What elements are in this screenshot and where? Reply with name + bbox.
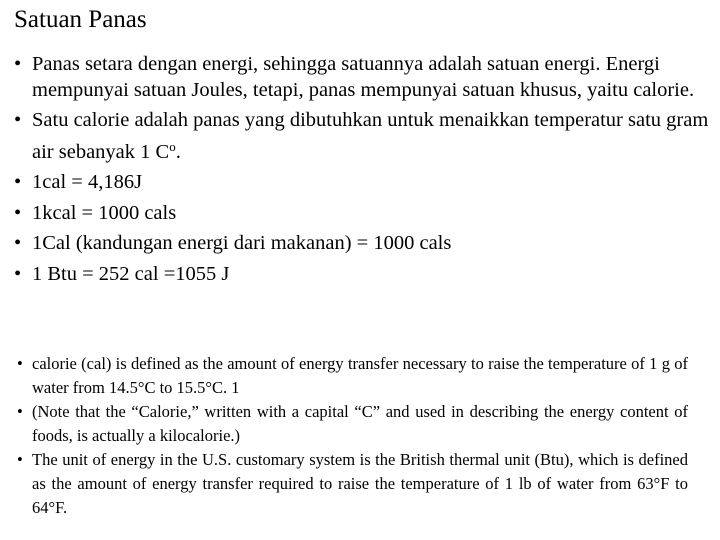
list-item [14, 262, 710, 288]
bullet-icon: • [17, 450, 23, 469]
list-item-text: The unit of energy in the U.S. customary system is the British thermal unit (Btu), which is defined as the amount of energy transfer required to raise the temperature of 1 lb of water from 63°F to 64°F. [32, 450, 688, 517]
bullet-icon: • [14, 109, 22, 131]
list-item-text: (Note that the “Calorie,” written with a capital “C” and used in describing the energy content of foods, is actually a kilocalorie.) [32, 402, 688, 445]
list-item [14, 170, 710, 196]
list-item [14, 352, 688, 400]
list-item-text: 1kcal = 1000 cals [32, 201, 177, 224]
list-item-text: Panas setara dengan energi, sehingga satuannya adalah satuan energi. Energi mempunyai satuan Joules, tetapi, panas mempunyai satuan khusus, yaitu calorie. [32, 53, 695, 101]
list-item-text: calorie (cal) is defined as the amount of energy transfer necessary to raise the temperature of 1 g of water from 14.5°C to 15.5°C. 1 [32, 354, 688, 397]
list-item [14, 108, 710, 165]
bullet-icon: • [14, 53, 22, 75]
bullet-icon: • [17, 402, 23, 421]
bullet-icon: • [17, 354, 23, 373]
bullet-icon: • [14, 232, 22, 254]
sentence-end: . [175, 140, 181, 163]
bullet-icon: • [14, 201, 22, 224]
bullet-icon: • [14, 171, 22, 193]
bullet-icon: • [14, 262, 22, 285]
list-item [14, 201, 710, 227]
list-item-text: 1cal = 4,186J [32, 171, 143, 193]
main-bullet-list [14, 52, 710, 292]
list-item [14, 448, 688, 520]
list-item-text: 1Cal (kandungan energi dari makanan) = 1000 cals [32, 232, 452, 254]
list-item [14, 400, 688, 448]
list-item [14, 231, 710, 257]
list-item-text: 1 Btu = 252 cal =1055 J [32, 262, 230, 285]
secondary-bullet-list [14, 352, 688, 520]
slide-title: Satuan Panas [14, 6, 147, 33]
list-item [14, 52, 710, 103]
degree-superscript: o [169, 138, 176, 154]
list-item-text: Satu calorie adalah panas yang dibutuhkan untuk menaikkan temperatur satu gram air sebanyak 1 C [32, 109, 709, 163]
